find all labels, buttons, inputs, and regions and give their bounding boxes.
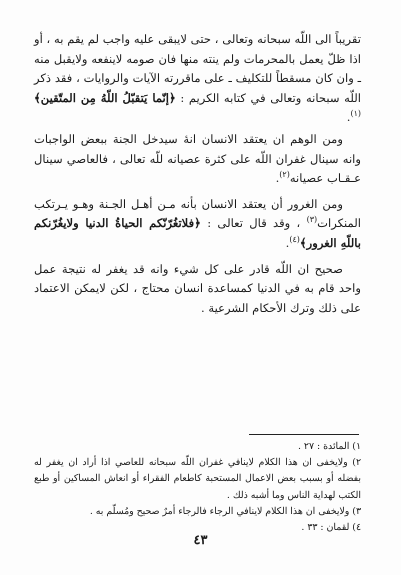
footnote-ref-3[interactable]: (٣) bbox=[306, 215, 318, 225]
paragraph-1: تقريباً الى اللّه سبحانه وتعالى ، حتى لايبقى عليه واجب لم يقم به ، أو اذا ظلّ يعمل بالمحرمات ولم ينته منها فان صومه لاينفعه ولايقبل منه ـ وان كان مسقطاً للتكليف ـ على ماقررته الآيات والروايات ، فقد ذكر اللّه سبحانه وتعالى في كتابه الكريم : ﴿إنّما يَتقبّلُ اللّهُ مِن المتّقين﴾$^{(١)}$. bbox=[34, 32, 361, 125]
footnote-ref-2[interactable]: (٢) bbox=[279, 170, 290, 180]
paragraph-2: ومن الوهم ان يعتقد الانسان انهٔ سيدخل الجنة ببعض الواجبات وانه سينال غفران اللّه على كثرة عصيانه للّه تعالى ، فالعاصي سينال عـقـاب عصيانه$^{(٢)}$. bbox=[34, 131, 361, 186]
quran-verse-2: ﴿فلاتغُرّنّكم الحياةُ الدنيا ولايغُرّنكم باللّهِ الغرور﴾ bbox=[34, 216, 361, 250]
page-number: ٤٣ bbox=[193, 533, 208, 548]
footnote-4: ٤) لقمان : ٣٣ . bbox=[301, 522, 361, 534]
footnote-ref-4[interactable]: (٤) bbox=[289, 235, 300, 245]
footnote-3: ٣) ولايخفى ان هذا الكلام لاينافي الرجاء فالرجاء أمرٌ صحيح ومُسلّم به . bbox=[89, 505, 361, 517]
footnote-2: ٢) ولايخفى ان هذا الكلام لاينافي غفران اللّه سبحانه للعاصي اذا أراد ان يغفر له بفضله أو بسبب بعض الاعمال المستحبة كاطعام الفقراء أو انعاش المساكين أو طبع الكتب لهداية الناس وما أشبه ذلك . bbox=[34, 457, 361, 501]
footnote-divider bbox=[249, 434, 359, 435]
quran-verse-1: ﴿إنّما يَتقبّلُ اللّهُ مِن المتّقين﴾ bbox=[34, 90, 176, 105]
main-body-text bbox=[34, 30, 361, 320]
paragraph-3: ومن الغرور أن يعتقد الانسان بأنه مـن أهـل الجـنة وهـو يـرتكب المنكرات$^{(٣)}$ ، وقد قال تعالى : ﴿فلاتغُرّنّكم الحياةُ الدنيا ولايغُرّنكم باللّهِ الغرور﴾$^{(٤)}$. bbox=[34, 196, 361, 250]
paragraph-4: صحيح ان اللّه قادر على كل شيء وانه قد يغفر له نتيجة عمل واحد قام به في الدنيا كمساعدة انسان محتاج ، لكن لايمكن الاعتماد على ذلك وترك الأحكام الشرعية . bbox=[34, 261, 361, 315]
footnote-ref-1[interactable]: (١) bbox=[350, 109, 361, 119]
footnote-1: ١) المائدة : ٢٧ . bbox=[297, 441, 361, 452]
footnotes-section bbox=[34, 439, 361, 536]
